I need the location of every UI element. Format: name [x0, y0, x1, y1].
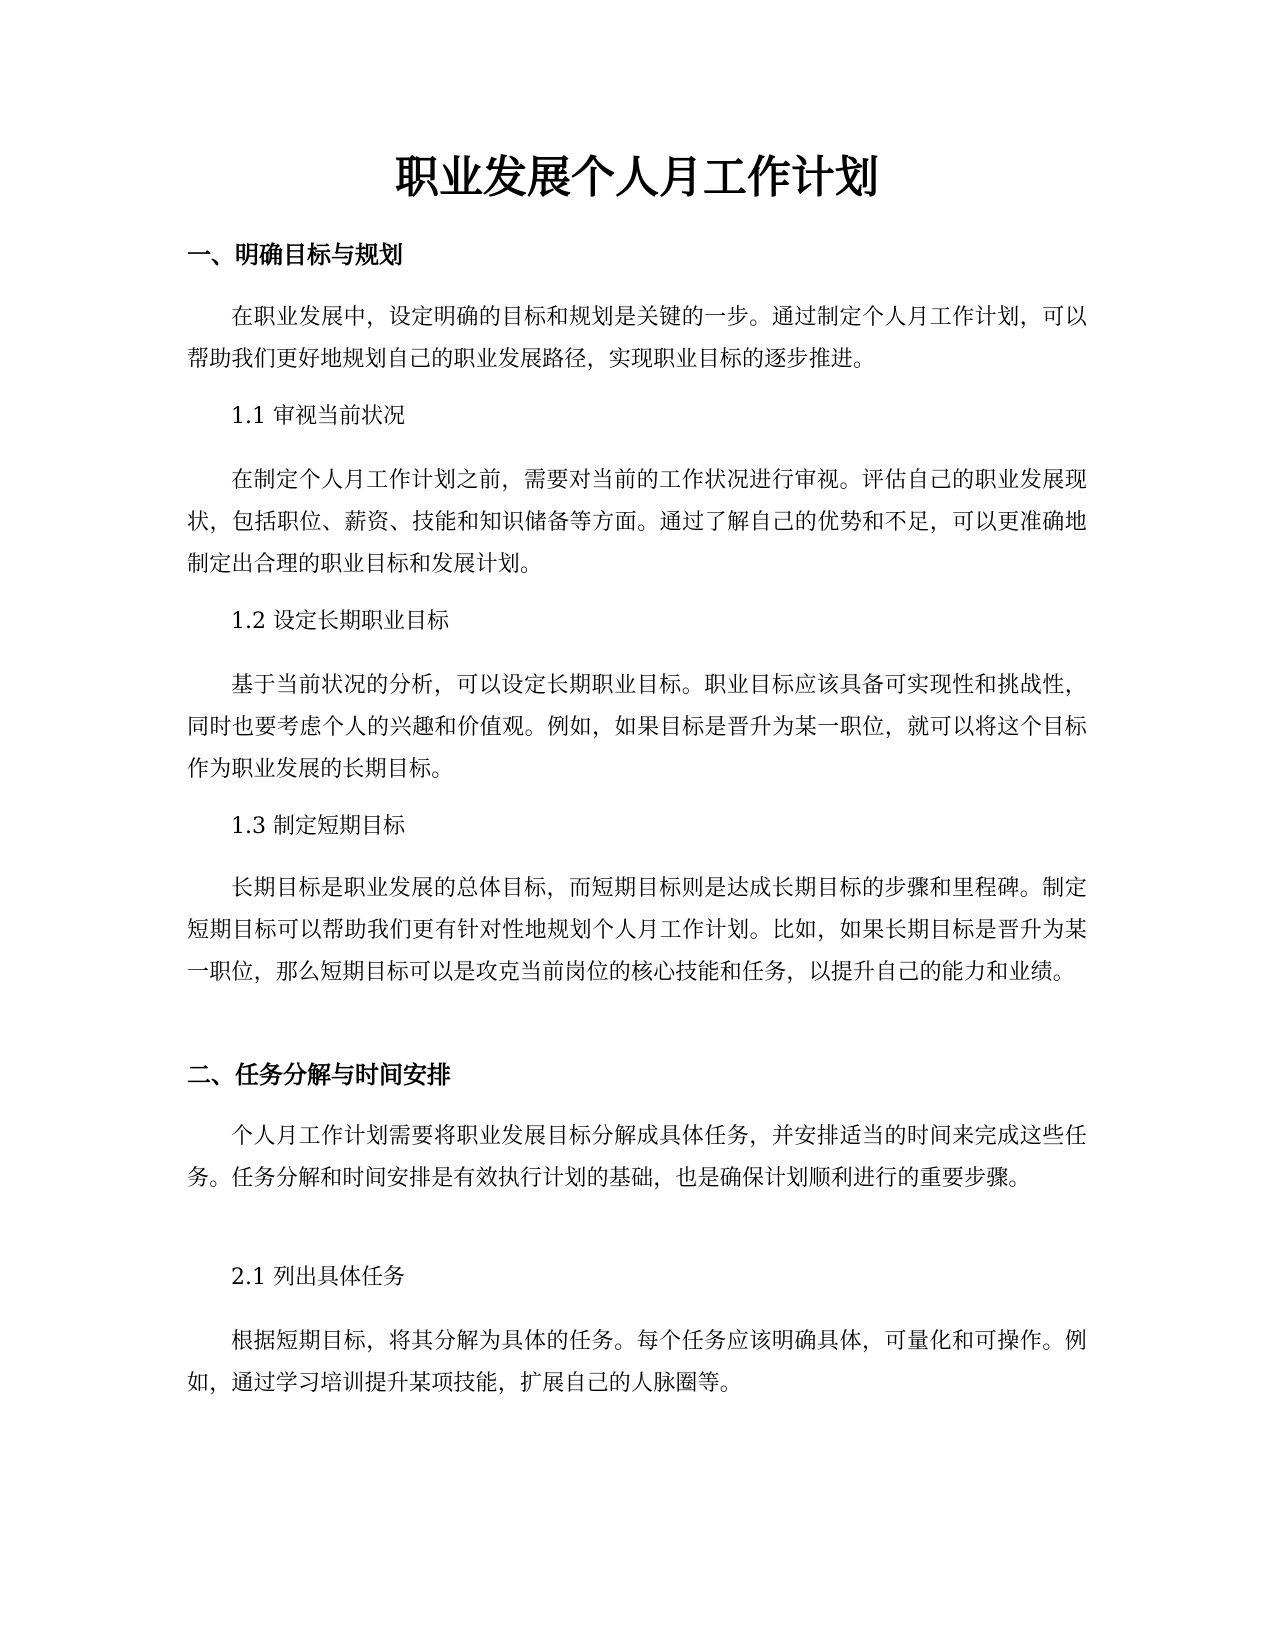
section-1-intro: 在职业发展中，设定明确的目标和规划是关键的一步。通过制定个人月工作计划，可以帮助我们更好地规划自己的职业发展路径，实现职业目标的逐步推进。	[187, 305, 1087, 372]
subsection-heading-1-2: 1.2 设定长期职业目标	[231, 609, 449, 634]
subsection-1-1-body: 在制定个人月工作计划之前，需要对当前的工作状况进行审视。评估自己的职业发展现状，包括职位、薪资、技能和知识储备等方面。通过了解自己的优势和不足，可以更准确地制定出合理的职业目标和发展计划。	[187, 468, 1087, 577]
subsection-1-3-body: 长期目标是职业发展的总体目标，而短期目标则是达成长期目标的步骤和里程碑。制定短期目标可以帮助我们更有针对性地规划个人月工作计划。比如，如果长期目标是晋升为某一职位，那么短期目标可以是攻克当前岗位的核心技能和任务，以提升自己的能力和业绩。	[187, 876, 1087, 985]
subsection-heading-1-3: 1.3 制定短期目标	[231, 814, 405, 839]
subsection-heading-2-1: 2.1 列出具体任务	[231, 1265, 405, 1290]
section-heading-2: 二、任务分解与时间安排	[187, 1061, 451, 1089]
subsection-2-1-body: 根据短期目标，将其分解为具体的任务。每个任务应该明确具体，可量化和可操作。例如，通过学习培训提升某项技能，扩展自己的人脉圈等。	[187, 1329, 1087, 1396]
document-title: 职业发展个人月工作计划	[395, 152, 879, 203]
subsection-1-2-body: 基于当前状况的分析，可以设定长期职业目标。职业目标应该具备可实现性和挑战性，同时也要考虑个人的兴趣和价值观。例如，如果目标是晋升为某一职位，就可以将这个目标作为职业发展的长期目标。	[187, 673, 1087, 782]
section-2-intro: 个人月工作计划需要将职业发展目标分解成具体任务，并安排适当的时间来完成这些任务。任务分解和时间安排是有效执行计划的基础，也是确保计划顺利进行的重要步骤。	[187, 1124, 1087, 1191]
subsection-heading-1-1: 1.1 审视当前状况	[231, 404, 405, 429]
section-heading-1: 一、明确目标与规划	[187, 241, 403, 269]
